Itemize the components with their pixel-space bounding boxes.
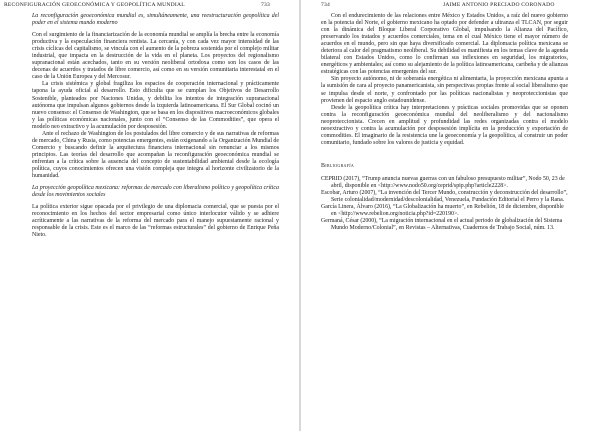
page-number-left: 733 [261,2,270,8]
paragraph: Con el endurecimiento de las relaciones entre México y Estados Unidos, a raíz del nuevo gobierno en la potencia del Norte, el gobierno mexicano ha optado por defender a ultranza el TLCAN, por seguir con la dinámica del Bloque Liberal Corporativo Global, impulsando la Alianza del Pacífico, preservando los tratados y acuerdos comerciales, tema en el cual México tiene el mayor número de acuerdos en el mundo, pero sin que haya diversificado comercial. La diplomacia política mexicana se deteriora al calor del pragmatismo neoliberal. Su debilidad es manifiesta en los temas clave de la agenda bilateral con Estados Unidos, como lo confirman sus inflexiones en seguridad, los migratorios, energéticos y ambientales; así como su alejamiento de la política latinoamericana, caribeña y de alianzas estratégicas con las potencias emergentes del sur. [321,13,568,76]
running-head-left: RECONFIGURACIÓN GEOECONÓMICA Y GEOPOLÍTICA MUNDIAL [4,2,185,8]
left-page [0,0,299,431]
bibliography-entry: Escobar, Arturo (2007), “La invención del Tercer Mundo, construcción y deconstrucción del desarrollo”, Serie colonialidad/modernidad/descolonialidad, Venezuela, Fundación Editorial el Perro y la Rana. [321,190,568,204]
bibliography-heading: Bibliografía [321,162,355,169]
paragraph: La política exterior sigue opacada por el privilegio de una diplomacia comercial, que se puesta por el reconocimiento en los hechos del sector empresarial como único interlocutor válido y se adhiere acríticamente a las narrativas de la reforma del mercado para el manejo supuestamente racional y responsable de la crisis. Este es el marco de las “reformas estructurales” del gobierno de Enrique Peña Nieto. [32,204,279,239]
right-text-column [321,13,568,232]
left-text-column [32,13,279,239]
bibliography-entry: CEPRID (2017), “Trump anuncia nuevas guerras con un fabuloso presupuesto militar”, Nodo 50, 23 de abril, disponible en <http://www.nodo50.org/ceprid/spip.php?article2228>. [321,175,565,189]
section-heading: La reconfiguración geoeconómica mundial es, simultáneamente, una reestructuración geopolítica del poder en el sistema mundo moderno [32,13,279,27]
paragraph: La crisis sistémica y global fragiliza los espacios de cooperación internacional y prácticamente tapona la ayuda oficial al desarrollo. Esto dificulta que se cumplan los Objetivos de Desarrollo Sostenible, planteados por Naciones Unidas, y debilita los intentos de integración supranacional autónoma que impulsan algunos gobiernos desde la izquierda latinoamericana. El Sur Global cocinó un nuevo consenso: el Consenso de Washington, que se basa en los dispositivos macroeconómicos globales y las políticas económicas nacionales, junto con el “Consenso de las Commodities”, que opera el modelo neo extractivo y la acumulación por desposesión. [32,81,279,130]
running-head-right: JAIME ANTONIO PRECIADO CORONADO [443,2,555,8]
bibliography-entry: Germaná, César (2000), “La migración internacional en el actual periodo de globalización del Sistema Mundo Moderno/Colonial”, en Revistas – Alternativas, Cuadernos de Trabajo Social, núm. 13. [321,218,563,232]
page-number-right: 734 [321,2,330,8]
bibliography-list [321,176,568,232]
paragraph: Sin proyecto autónomo, ni de soberanía energética ni alimentaria, la proyección mexicana apunta a la sumisión de cara al proyecto panamericanista, sin perspectivas propias frente al social liberalismo que se impulsa desde el norte, y confrontado por las políticas nacionalistas y neoproteccionistas que provienen del espacio anglo estadounidense. [321,76,568,104]
paragraph: Desde la geopolítica crítica hay interpretaciones y prácticas sociales promovidas que se oponen contra la reconfiguración geoeconómica mundial del neoliberalismo y del nacionalismo neoproteccionista. Crecen en amplitud y profundidad las redes organizadas contra el modelo neoextractivo y contra la acumulación por desposesión implícita en la producción y exportación de commodities. El imaginario de la resistencia une la geoeconomía y la geopolítica, al construir un poder comunitario, fundado sobre los valores de justicia y equidad. [321,104,568,146]
paragraph: Ante el rechazo de Washington de los postulados del libre comercio y de sus narrativas de reformas de mercado, China y Rusia, como potencias emergentes, están oxigenando a la Organización Mundial de Comercio y buscando definir la arquitectura financiera internacional sin renunciar a los mismos principios. Las teorías del desarrollo que acompañan la reconfiguración geoeconómica mundial se enfrentan a la crítica sobre la ausencia del concepto de sustentabilidad ambiental desde la ecología política, cuyos conocimientos ofrecen una visión compleja que integra al horizonte civilizatorio de la humanidad. [32,130,279,180]
bibliography-entry: García Linera, Álvaro (2016), “La Globalización ha muerto”, en Rebelión, 18 de diciembre, disponible en <http://www.rebelion.org/noticia.php?id=220190>. [321,204,564,218]
right-page [301,0,600,431]
section-heading: La proyección geopolítica mexicana: reformas de mercado con liberalismo político y geopolítica crítica desde los movimientos sociales [32,185,279,199]
paragraph: Con el surgimiento de la financiarización de la economía mundial se amplía la brecha entre la economía productiva y la especulación financiera rentista. La cercanía, y con cada vez mayor intensidad de las crisis cíclicas del capitalismo, se vincula con el aumento de la pobreza sostenida por el complejo militar industrial, que impacta en la destrucción de la vida en el planeta. Los proyectos del regionalismo supranacional están acechados, tanto en su versión neoliberal ortodoxa como son los casos de las decenas de acuerdos y tratados de libre comercio, así como en su versión comunitaria interestatal en el caso de la Unión Europea y del Mercosur. [32,32,279,81]
